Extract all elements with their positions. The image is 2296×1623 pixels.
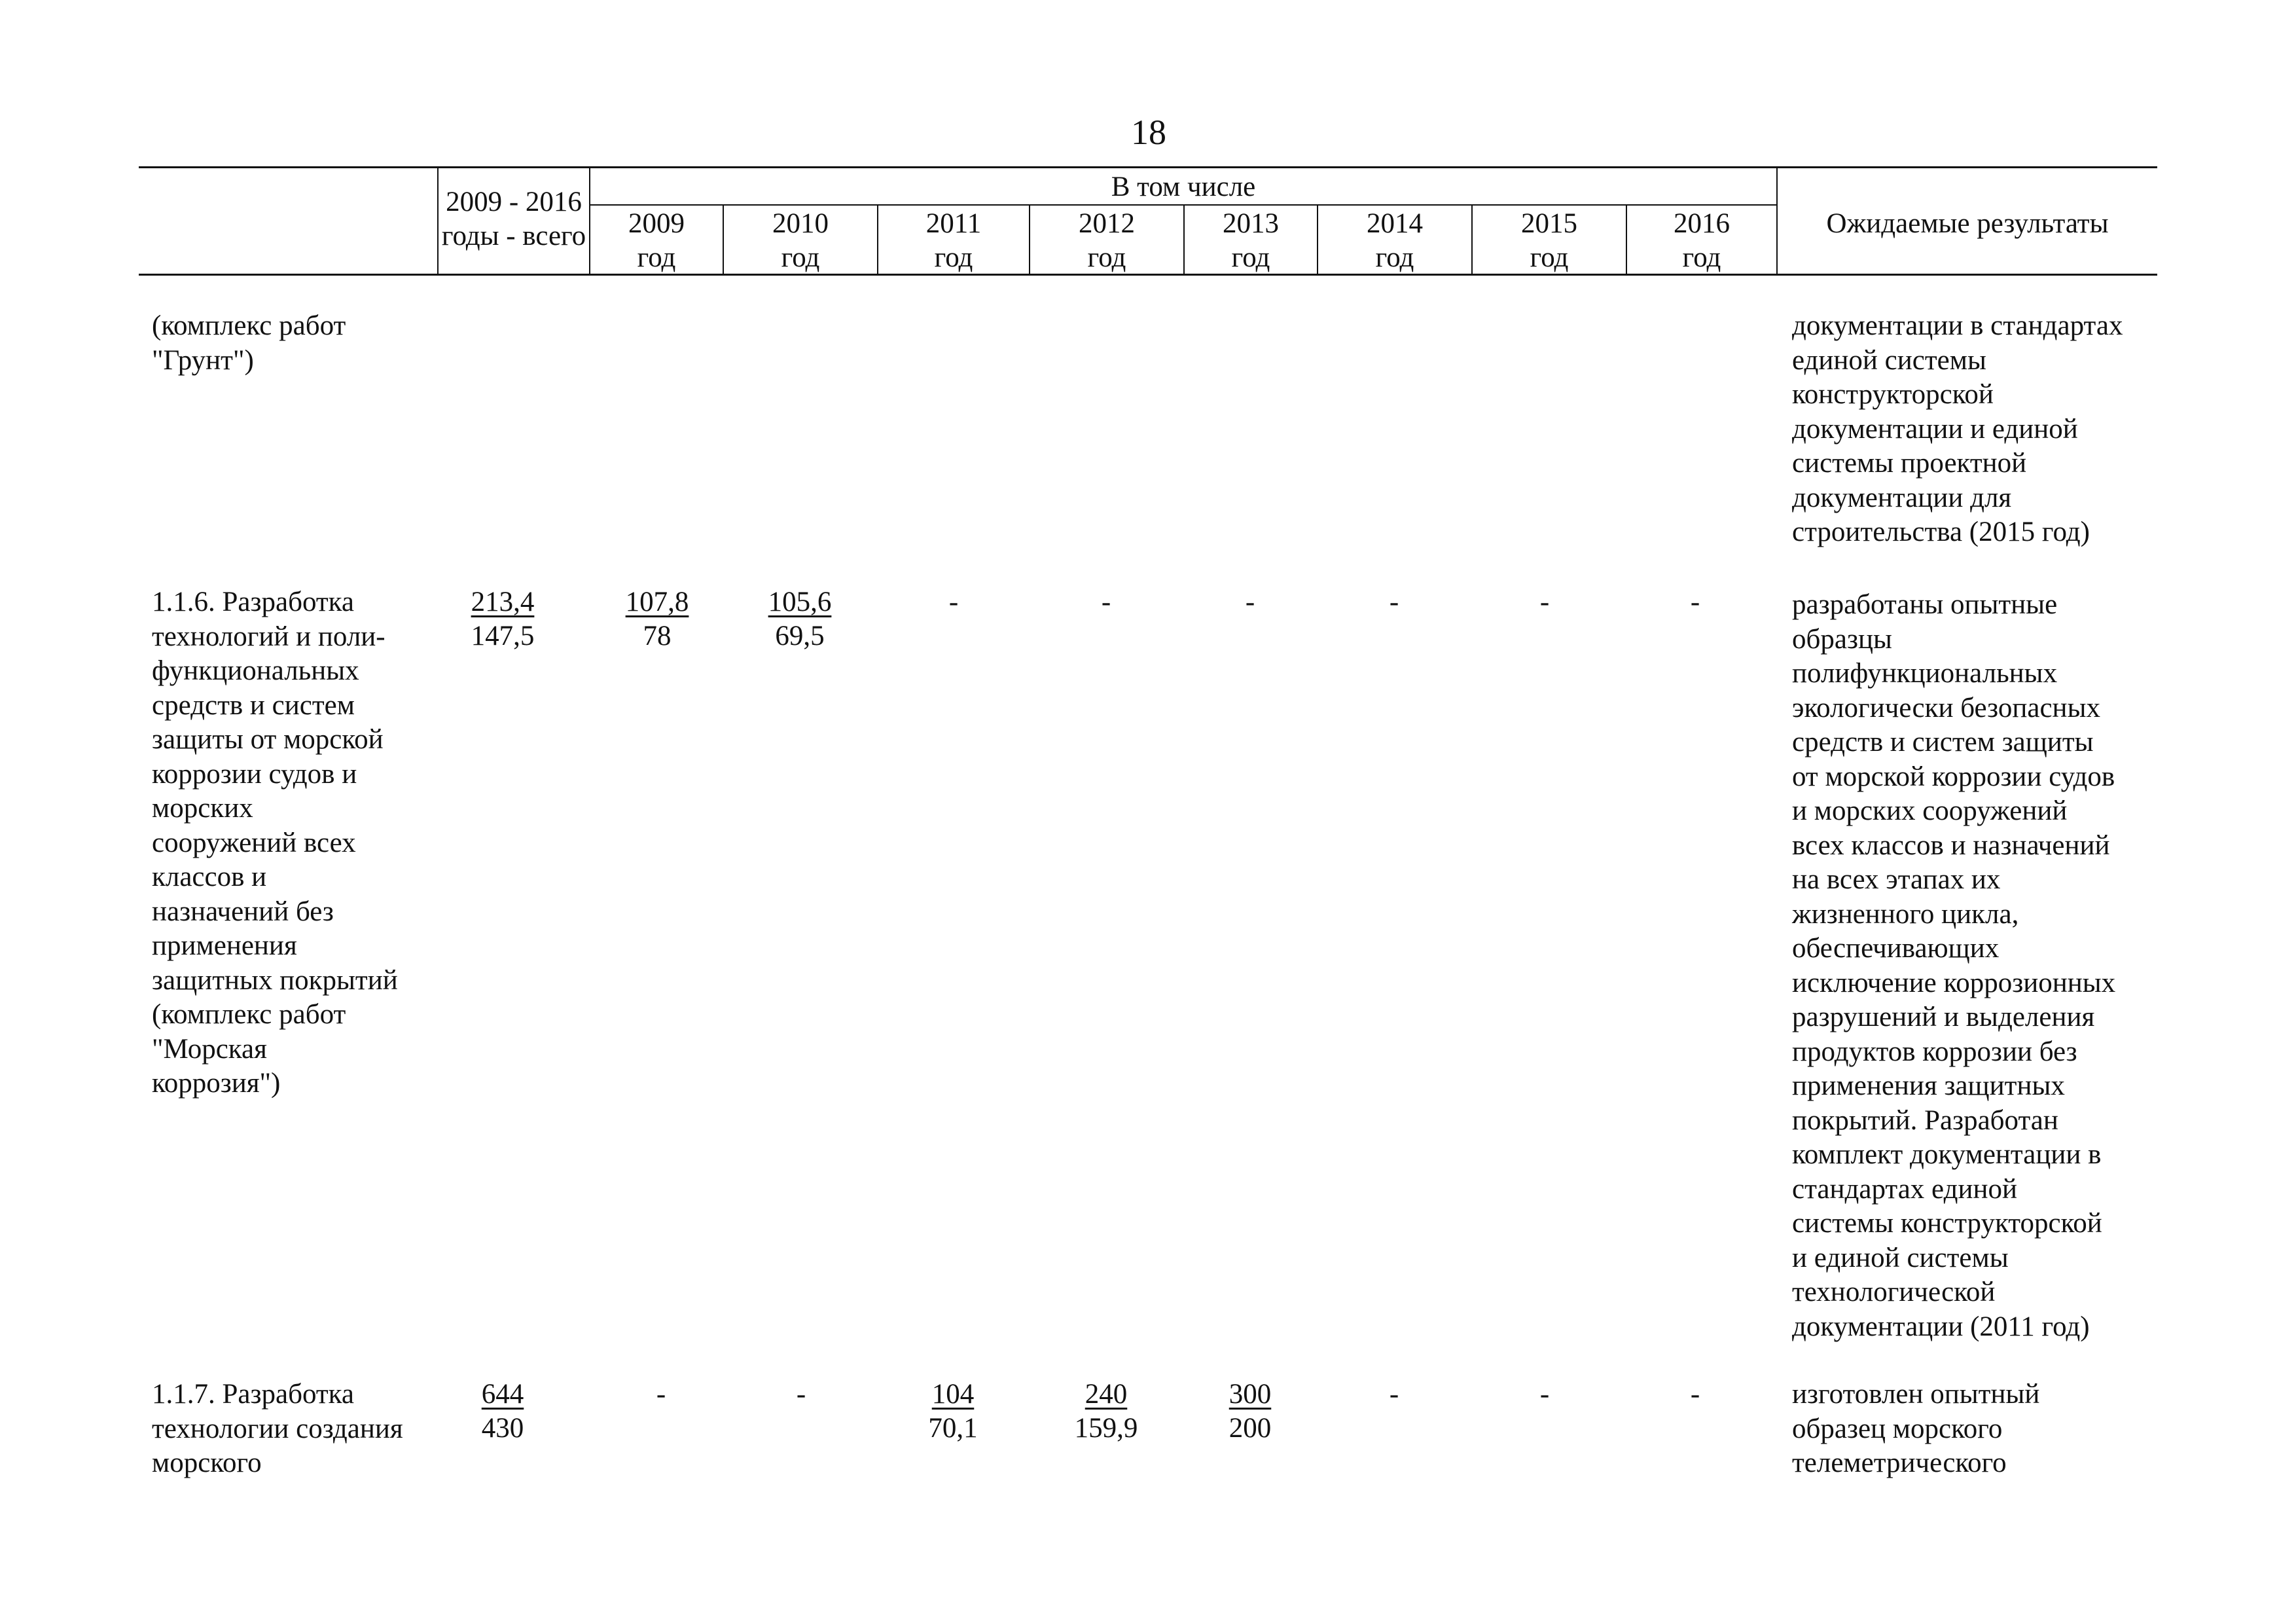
row-name <box>152 585 398 1101</box>
year-header-year: 2015 <box>1521 208 1577 239</box>
year-header-unit: год <box>781 242 820 273</box>
result-line: исключение коррозионных <box>1792 967 2116 998</box>
year-header-2012 <box>1030 207 1183 275</box>
row-name-line: 1.1.7. Разработка <box>152 1379 354 1410</box>
result-line: телеметрического <box>1792 1448 2007 1478</box>
year-value-2012 <box>1041 1377 1172 1446</box>
result-line: средств и систем защиты <box>1792 727 2094 757</box>
year-header-unit: год <box>1231 242 1270 273</box>
row-name-line: защиты от морской <box>152 724 384 755</box>
row-name-line: средств и систем <box>152 689 355 721</box>
expected-result <box>1792 588 2276 1344</box>
result-line: применения защитных <box>1792 1070 2065 1101</box>
row-name-line: морских <box>152 793 253 824</box>
year-header-unit: год <box>1530 242 1569 273</box>
result-line: документации и единой <box>1792 413 2078 445</box>
result-line: системы проектной <box>1792 448 2027 479</box>
result-line: обеспечивающих <box>1792 933 2000 964</box>
result-line: документации для <box>1792 482 2012 513</box>
row-name-line: "Морская <box>152 1033 267 1065</box>
result-line: комплект документации в <box>1792 1139 2102 1170</box>
results-column-header: Ожидаемые результаты <box>1826 208 2109 239</box>
result-line: изготовлен опытный <box>1792 1379 2040 1410</box>
total-header-label: годы - всего <box>441 221 586 251</box>
total-column-header <box>439 185 589 253</box>
row-name-line: коррозии судов и <box>152 758 357 790</box>
year-value-2009: - <box>656 1379 666 1410</box>
year-value-2016: - <box>1690 1379 1700 1410</box>
value-top: 104 <box>931 1379 975 1410</box>
year-header-2009 <box>590 207 723 275</box>
value-bottom: 78 <box>643 621 672 651</box>
row-name-line: "Грунт") <box>152 344 254 376</box>
result-line: от морской коррозии судов <box>1792 761 2115 792</box>
row-name-line: коррозия") <box>152 1068 281 1099</box>
total-value <box>437 1377 568 1446</box>
result-line: стандартах единой <box>1792 1173 2017 1205</box>
result-line: всех классов и назначений <box>1792 830 2110 861</box>
year-header-unit: год <box>1375 242 1414 273</box>
year-value-2012: - <box>1101 587 1111 617</box>
result-line: технологической <box>1792 1277 1996 1307</box>
result-line: единой системы <box>1792 344 1986 376</box>
year-header-year: 2016 <box>1674 208 1730 239</box>
row-name-line: 1.1.6. Разработка <box>152 587 354 617</box>
result-line: системы конструкторской <box>1792 1208 2102 1239</box>
year-header-2010 <box>724 207 877 275</box>
page-number: 18 <box>1131 113 1166 152</box>
year-value-2009 <box>592 585 723 653</box>
result-line: документации (2011 год) <box>1792 1311 2090 1342</box>
value-bottom: 200 <box>1229 1413 1272 1444</box>
year-header-2011 <box>878 207 1029 275</box>
result-line: покрытий. Разработан <box>1792 1104 2058 1136</box>
row-name-line: сооружений всех <box>152 827 356 858</box>
header-top-rule <box>139 166 2157 168</box>
year-header-unit: год <box>637 242 676 273</box>
year-header-2015 <box>1473 207 1626 275</box>
row-name <box>152 309 346 378</box>
result-line: разработаны опытные <box>1792 589 2058 620</box>
result-line: и единой системы <box>1792 1242 2009 1273</box>
result-line: полифункциональных <box>1792 658 2058 689</box>
year-header-year: 2010 <box>772 208 829 239</box>
year-value-2015: - <box>1539 587 1550 617</box>
year-header-year: 2011 <box>925 208 982 239</box>
value-bottom: 159,9 <box>1074 1413 1138 1444</box>
row-name-line: классов и <box>152 862 267 892</box>
result-line: строительства (2015 год) <box>1792 517 2090 547</box>
result-line: продуктов коррозии без <box>1792 1036 2077 1067</box>
year-header-2016 <box>1627 207 1776 275</box>
year-value-2016: - <box>1690 587 1700 617</box>
year-header-2014 <box>1318 207 1471 275</box>
year-value-2015: - <box>1539 1379 1550 1410</box>
value-bottom: 430 <box>481 1413 524 1444</box>
total-value <box>437 585 568 653</box>
year-value-2011 <box>888 1377 1018 1446</box>
result-line: и морских сооружений <box>1792 795 2068 826</box>
year-header-year: 2014 <box>1367 208 1423 239</box>
year-value-2011: - <box>948 587 959 617</box>
expected-result <box>1792 309 2276 550</box>
year-value-2010: - <box>796 1379 806 1410</box>
value-bottom: 70,1 <box>928 1413 978 1444</box>
year-header-year: 2012 <box>1079 208 1135 239</box>
row-name-line: (комплекс работ <box>152 310 346 341</box>
row-name-line: функциональных <box>152 655 359 686</box>
value-top: 300 <box>1229 1379 1272 1410</box>
total-header-period: 2009 - 2016 <box>446 187 582 217</box>
row-name-line: технологий и поли- <box>152 621 386 652</box>
result-line: на всех этапах их <box>1792 864 2001 895</box>
result-line: образец морского <box>1792 1413 2003 1444</box>
year-header-year: 2013 <box>1223 208 1279 239</box>
year-value-2013: - <box>1245 587 1255 617</box>
year-header-year: 2009 <box>628 208 685 239</box>
year-value-2010 <box>734 585 865 653</box>
row-name-line: (комплекс работ <box>152 999 346 1030</box>
result-line: документации в стандартах <box>1792 310 2123 341</box>
expected-result <box>1792 1377 2276 1481</box>
result-line: экологически безопасных <box>1792 692 2100 723</box>
row-name-line: назначений без <box>152 896 334 927</box>
row-name-line: технологии создания <box>152 1413 403 1444</box>
year-header-unit: год <box>1087 242 1126 273</box>
result-line: образцы <box>1792 623 1892 655</box>
result-line: жизненного цикла, <box>1792 898 2019 930</box>
year-header-2013 <box>1185 207 1317 275</box>
row-name-line: применения <box>152 930 297 961</box>
row-name-line: морского <box>152 1448 262 1478</box>
value-top: 213,4 <box>471 587 535 617</box>
result-line: разрушений и выделения <box>1792 1002 2095 1032</box>
group-header: В том числе <box>1111 172 1256 202</box>
value-top: 240 <box>1085 1379 1128 1410</box>
value-top: 105,6 <box>768 587 832 617</box>
row-name <box>152 1377 403 1481</box>
year-header-unit: год <box>934 242 973 273</box>
value-bottom: 69,5 <box>775 621 825 651</box>
year-value-2013 <box>1185 1377 1316 1446</box>
value-top: 107,8 <box>625 587 689 617</box>
year-header-unit: год <box>1682 242 1721 273</box>
row-name-line: защитных покрытий <box>152 964 398 996</box>
result-line: конструкторской <box>1792 379 1994 410</box>
year-value-2014: - <box>1389 1379 1399 1410</box>
year-value-2014: - <box>1389 587 1399 617</box>
value-bottom: 147,5 <box>471 621 535 651</box>
value-top: 644 <box>481 1379 524 1410</box>
